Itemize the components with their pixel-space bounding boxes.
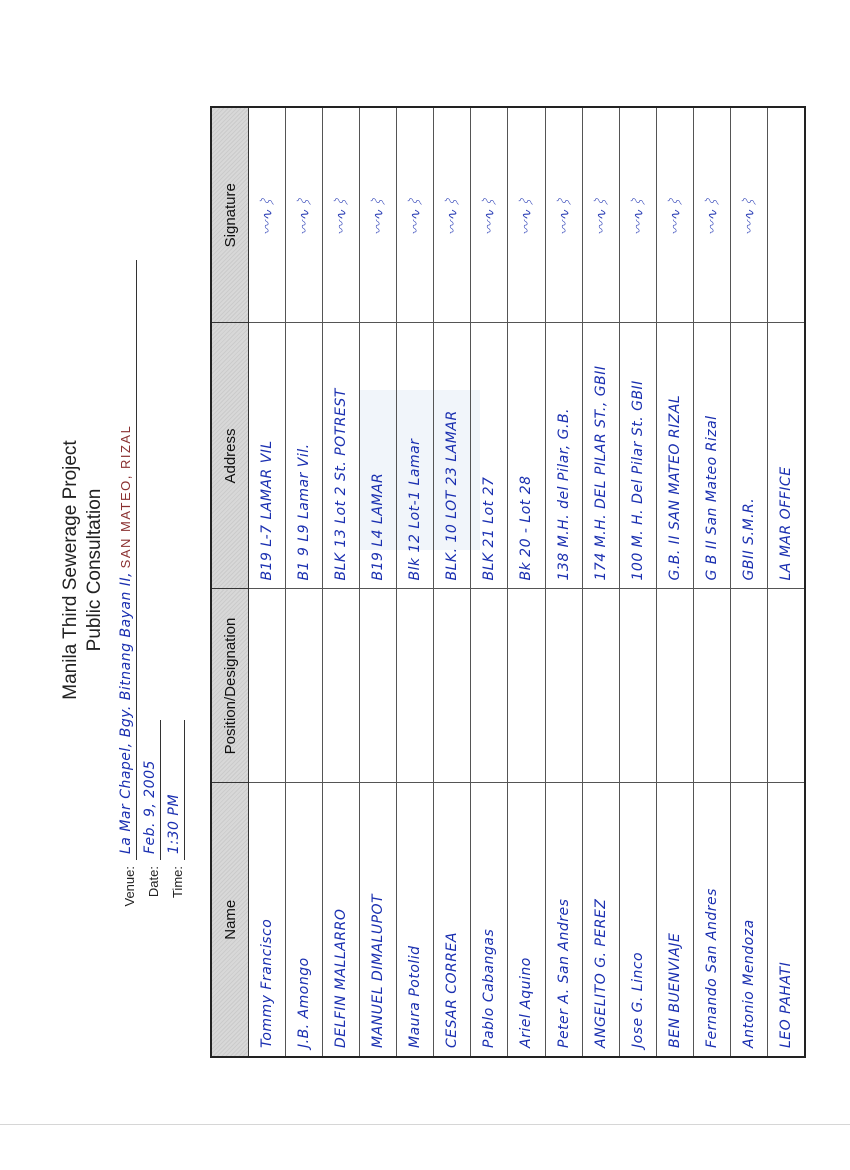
row-address-text: 138 M.H. del Pilar, G.B. [555,408,572,581]
row-name-text: Maura Potolid [407,945,424,1048]
row-address-text: LA MAR OFFICE [777,466,794,581]
attendance-table [210,106,806,1058]
date-value: Feb. 9, 2005 [142,760,158,854]
handwritten-signature: 〰∿⌇ [371,195,388,236]
row-address-text: B1 9 L9 Lamar Vil. [296,443,313,581]
row-address-text: 100 M. H. Del Pilar St. GBII [629,380,646,581]
row-name-text: Pablo Cabangas [481,928,498,1048]
row-signature [545,107,582,323]
row-name-text: DELFIN MALLARRO [333,908,350,1048]
row-signature [582,107,619,323]
row-name [693,783,730,1057]
row-name [323,783,360,1057]
row-position [730,589,767,783]
row-name-text: Tommy Francisco [259,918,276,1048]
row-signature [693,107,730,323]
row-signature [286,107,323,323]
row-signature [619,107,656,323]
row-name [619,783,656,1057]
handwritten-signature: 〰∿⌇ [593,195,610,236]
row-name [730,783,767,1057]
row-position [619,589,656,783]
table-row [249,107,286,1057]
venue-value: La Mar Chapel, Bgy. Bitnang Bayan II, [118,571,134,854]
handwritten-signature: 〰∿⌇ [297,195,314,236]
row-address [323,323,360,589]
row-signature [434,107,471,323]
row-position [286,589,323,783]
table-row [767,107,805,1057]
row-signature [471,107,508,323]
row-position [471,589,508,783]
table-row [693,107,730,1057]
row-position [323,589,360,783]
table-row [619,107,656,1057]
row-name [767,783,805,1057]
header-position: Position/Designation [211,589,249,783]
row-address [249,323,286,589]
row-address [545,323,582,589]
handwritten-signature: 〰∿⌇ [704,195,721,236]
row-position [693,589,730,783]
time-row [166,720,188,930]
document-title: Manila Third Sewerage Project [60,440,81,700]
row-name [471,783,508,1057]
row-signature [323,107,360,323]
row-address-text: GBII S.M.R. [740,497,757,581]
venue-label: Venue: [122,866,137,907]
venue-extra: SAN MATEO, RIZAL [118,424,133,569]
row-address [767,323,805,589]
header-signature: Signature [211,107,249,323]
row-name-text: Ariel Aquino [518,957,535,1048]
handwritten-signature: 〰∿⌇ [630,195,647,236]
rotated-sheet [60,70,820,1070]
row-position [249,589,286,783]
row-signature [508,107,545,323]
row-signature [397,107,434,323]
row-signature [360,107,397,323]
row-name [397,783,434,1057]
row-address [656,323,693,589]
row-signature [767,107,805,323]
handwritten-signature: 〰∿⌇ [741,195,758,236]
row-name [656,783,693,1057]
time-value: 1:30 PM [166,794,182,854]
date-row [142,720,164,930]
date-line [142,720,161,860]
row-position [656,589,693,783]
table-header-row [211,107,249,1057]
row-name-text: Fernando San Andres [703,888,720,1048]
row-address-text: Blk 12 Lot-1 Lamar [407,438,424,581]
table-row [286,107,323,1057]
row-name [545,783,582,1057]
table-row [582,107,619,1057]
header-name: Name [211,783,249,1057]
row-position [434,589,471,783]
handwritten-signature: 〰∿⌇ [667,195,684,236]
row-address [286,323,323,589]
row-name-text: Peter A. San Andres [555,898,572,1048]
row-name-text: LEO PAHATI [777,961,794,1048]
row-address [693,323,730,589]
row-address-text: G B II San Mateo Rizal [703,415,720,581]
date-label: Date: [146,866,161,898]
row-signature [730,107,767,323]
handwritten-signature: 〰∿⌇ [445,195,462,236]
row-name-text: MANUEL DIMALUPOT [370,893,387,1048]
table-row [508,107,545,1057]
document-subtitle: Public Consultation [84,488,105,652]
row-position [397,589,434,783]
row-address-text: G.B. II SAN MATEO RIZAL [666,394,683,581]
handwritten-signature: 〰∿⌇ [519,195,536,236]
row-name [249,783,286,1057]
row-address [471,323,508,589]
handwritten-signature: 〰∿⌇ [334,195,351,236]
row-address-text: B19 L-7 LAMAR VIL [259,440,276,581]
header-address: Address [211,323,249,589]
row-name-text: Antonio Mendoza [740,919,757,1048]
row-address [582,323,619,589]
row-address-text: B19 L4 LAMAR [370,472,387,581]
row-position [360,589,397,783]
table-row [397,107,434,1057]
table-row [656,107,693,1057]
table-row [360,107,397,1057]
table-row [471,107,508,1057]
handwritten-signature: 〰∿⌇ [482,195,499,236]
table-body [249,107,806,1057]
row-address-text: 174 M.H. DEL PILAR ST., GBII [592,365,609,581]
row-address [360,323,397,589]
row-name-text: Jose G. Linco [629,951,646,1048]
handwritten-signature: 〰∿⌇ [260,195,277,236]
row-position [508,589,545,783]
handwritten-signature: 〰∿⌇ [408,195,425,236]
time-line [166,720,185,860]
row-position [582,589,619,783]
table-row [730,107,767,1057]
row-signature [249,107,286,323]
row-name [508,783,545,1057]
handwritten-signature: 〰∿⌇ [556,195,573,236]
row-name-text: BEN BUENVIAJE [666,932,683,1048]
table-row [434,107,471,1057]
row-name [582,783,619,1057]
row-position [545,589,582,783]
table-row [323,107,360,1057]
venue-row [118,260,140,930]
row-name-text: CESAR CORREA [444,932,461,1048]
row-address-text: BLK. 10 LOT 23 LAMAR [444,410,461,581]
row-address-text: BLK 21 Lot 27 [481,476,498,581]
row-address [619,323,656,589]
row-name-text: J.B. Amongo [296,957,313,1048]
row-name-text: ANGELITO G. PEREZ [592,898,609,1048]
row-address [434,323,471,589]
row-position [767,589,805,783]
row-name [286,783,323,1057]
row-address-text: BLK 13 Lot 2 St. POTREST [333,388,350,581]
venue-line [118,260,137,860]
row-address-text: Bk 20 - Lot 28 [518,475,535,581]
row-address [508,323,545,589]
row-address [397,323,434,589]
page-edge-line [0,1124,850,1125]
row-address [730,323,767,589]
row-name [360,783,397,1057]
time-label: Time: [170,866,185,899]
row-signature [656,107,693,323]
row-name [434,783,471,1057]
table-row [545,107,582,1057]
